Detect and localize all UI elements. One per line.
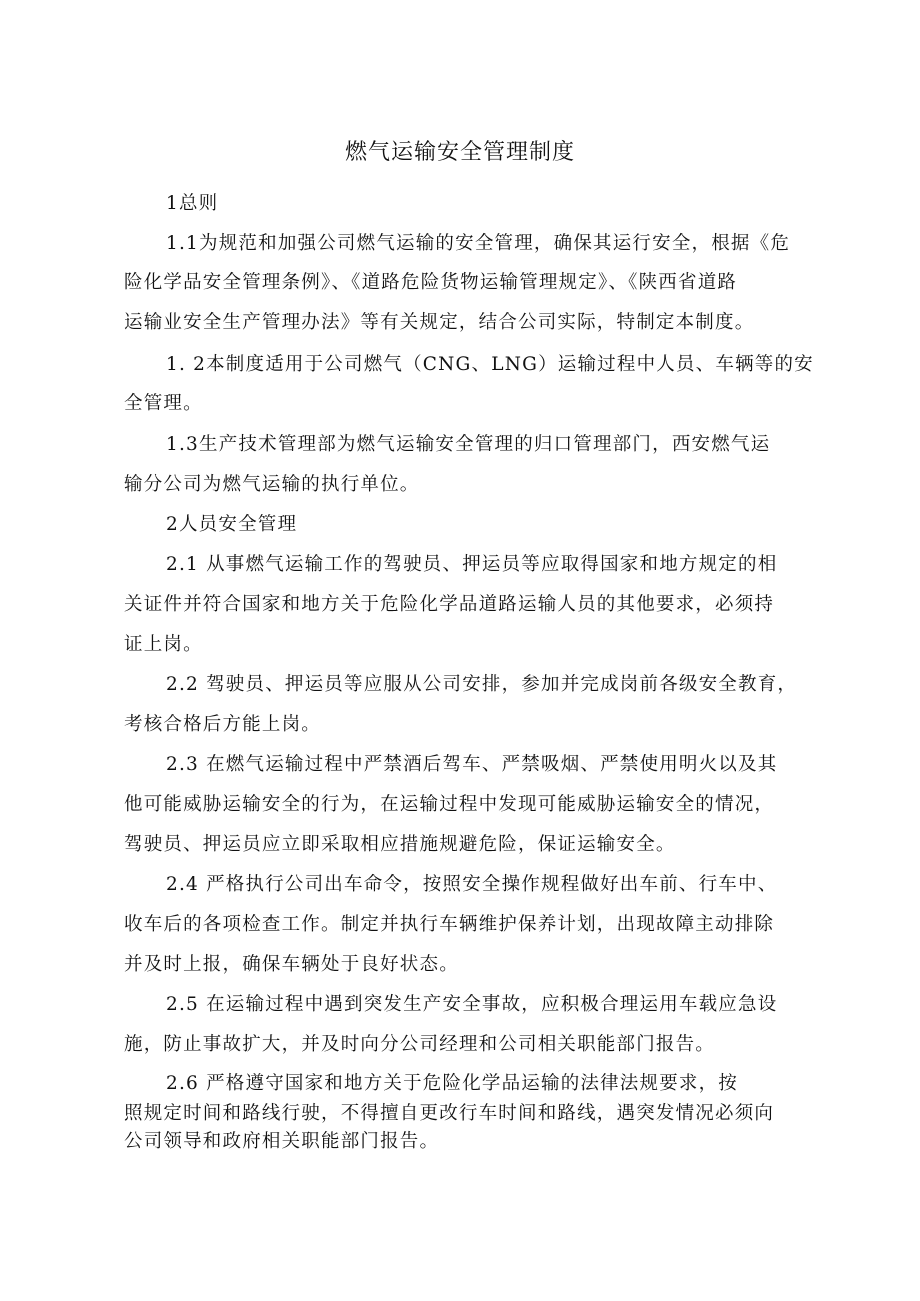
paragraph-line: 考核合格后方能上岗。 <box>124 714 322 735</box>
paragraph-line: 运输业安全生产管理办法》等有关规定，结合公司实际，特制定本制度。 <box>124 312 755 333</box>
paragraph-line: 并及时上报，确保车辆处于良好状态。 <box>124 954 459 975</box>
paragraph-line: 关证件并符合国家和地方关于危险化学品道路运输人员的其他要求，必须持 <box>124 594 775 615</box>
paragraph-line: 施，防止事故扩大，并及时向分公司经理和公司相关职能部门报告。 <box>124 1034 716 1055</box>
document-title: 燃气运输安全管理制度 <box>344 140 575 165</box>
section-heading-2: 2人员安全管理 <box>166 514 298 535</box>
paragraph-line: 收车后的各项检查工作。制定并执行车辆维护保养计划，出现故障主动排除 <box>124 914 775 935</box>
paragraph-line: 1.3生产技术管理部为燃气运输安全管理的归口管理部门，西安燃气运 <box>166 434 771 455</box>
paragraph-line: 照规定时间和路线行驶，不得擅自更改行车时间和路线，遇突发情况必须向 <box>124 1103 775 1124</box>
paragraph-line: 证上岗。 <box>124 634 203 655</box>
paragraph-line: 他可能威胁运输安全的行为，在运输过程中发现可能威胁运输安全的情况， <box>124 794 775 815</box>
paragraph-line: 2.6 严格遵守国家和地方关于危险化学品运输的法律法规要求，按 <box>166 1073 739 1094</box>
paragraph-line: 输分公司为燃气运输的执行单位。 <box>124 474 420 495</box>
paragraph-line: 1. 2本制度适用于公司燃气（CNG、LNG）运输过程中人员、车辆等的安 <box>166 354 814 375</box>
paragraph-line: 2.3 在燃气运输过程中严禁酒后驾车、严禁吸烟、严禁使用明火以及其 <box>166 754 778 775</box>
paragraph-line: 2.4 严格执行公司出车命令，按照安全操作规程做好出车前、行车中、 <box>166 874 778 895</box>
paragraph-line: 险化学品安全管理条例》、《道路危险货物运输管理规定》、《陕西省道路 <box>124 272 738 293</box>
paragraph-line: 全管理。 <box>124 393 203 414</box>
paragraph-line: 公司领导和政府相关职能部门报告。 <box>124 1131 440 1152</box>
paragraph-line: 2.5 在运输过程中遇到突发生产安全事故，应积极合理运用车载应急设 <box>166 994 778 1015</box>
paragraph-line: 2.1 从事燃气运输工作的驾驶员、押运员等应取得国家和地方规定的相 <box>166 554 778 575</box>
paragraph-line: 2.2 驾驶员、押运员等应服从公司安排，参加并完成岗前各级安全教育， <box>166 674 798 695</box>
paragraph-line: 1.1为规范和加强公司燃气运输的安全管理，确保其运行安全，根据《危 <box>166 233 791 254</box>
section-heading-1: 1总则 <box>166 193 219 214</box>
paragraph-line: 驾驶员、押运员应立即采取相应措施规避危险，保证运输安全。 <box>124 834 676 855</box>
